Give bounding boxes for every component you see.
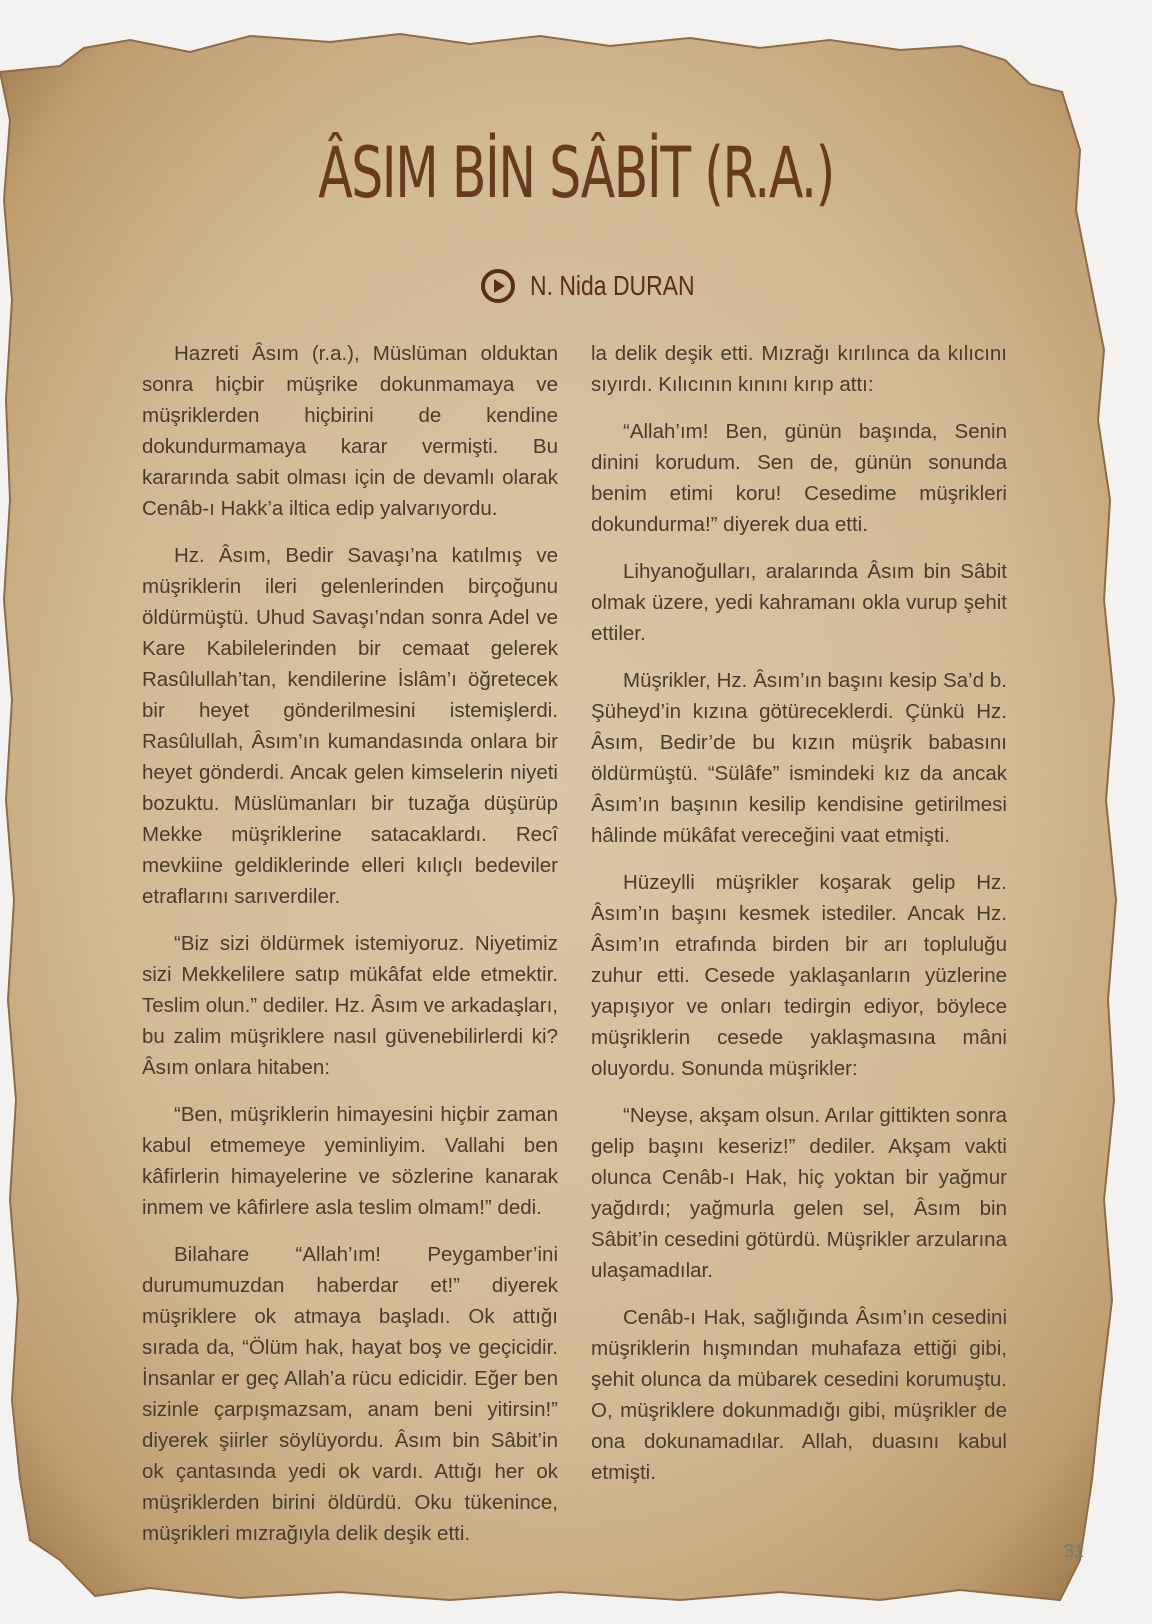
left-column: [142, 338, 558, 1565]
page-number: 31: [1064, 1541, 1085, 1561]
paragraph: Hüzeylli müşrikler koşarak gelip Hz. Âsım’ın başını kesmek istediler. Ancak Hz. Âsım’ın etrafında birden bir arı topluluğu zuhur etti. Cesede yaklaşanların yüzlerine yapışıyor ve onları tedirgin ediyor, böylece müşriklerin cesede yaklaşmasına mâni oluyordu. Sonunda müşrikler:: [591, 871, 1007, 1080]
article-title: ÂSIM BİN SÂBİT (R.A.): [318, 132, 834, 214]
paragraph: Lihyanoğulları, aralarında Âsım bin Sâbit olmak üzere, yedi kahramanı okla vurup şehit ettiler.: [591, 560, 1007, 645]
paragraph: Bilahare “Allah’ım! Peygamber’ini durumumuzdan haberdar et!” diyerek müşriklere ok atmaya başladı. Ok attığı sırada da, “Ölüm hak, hayat boş ve geçicidir. İnsanlar er geç Allah’a rücu edicidir. Eğer ben sizinle çarpışmazsam, anam beni yitirsin!” diyerek şiirler söylüyordu. Âsım bin Sâbit’in ok çantasında yedi ok vardı. Attığı her ok müşriklerden birini öldürdü. Oku tükenince, müşrikleri mızrağıyla delik deşik etti.: [142, 1243, 558, 1545]
paragraph: la delik deşik etti. Mızrağı kırılınca da kılıcını sıyırdı. Kılıcının kınını kırıp attı:: [591, 342, 1007, 396]
paragraph: Hz. Âsım, Bedir Savaşı’na katılmış ve müşriklerin ileri gelenlerinden birçoğunu öldürmüştü. Uhud Savaşı’ndan sonra Adel ve Kare Kabilelerinden bir cemaat gelerek Rasûlullah’tan, kendilerine İslâm’ı öğretecek bir heyet gönderilmesini istemişlerdi. Rasûlullah, Âsım’ın kumandasında onlara bir heyet gönderdi. Ancak gelen kimselerin niyeti bozuktu. Müslümanları bir tuzağa düşürüp Mekke müşriklerine satacaklardı. Recî mevkiine geldiklerinde elleri kılıçlı bedeviler etraflarını sarıverdiler.: [142, 544, 558, 908]
paragraph: Hazreti Âsım (r.a.), Müslüman olduktan sonra hiçbir müşrike dokunmamaya ve müşriklerden hiçbirini de kendine dokundurmamaya karar vermişti. Bu kararında sabit olması için de devamlı olarak Cenâb-ı Hakk’a iltica edip yalvarıyordu.: [142, 342, 558, 520]
play-circle-icon: [480, 268, 516, 304]
paragraph: Cenâb-ı Hak, sağlığında Âsım’ın cesedini müşriklerin hışmından muhafaza ettiği gibi, şehit olunca da mübarek cesedini korumuştu. O, müşriklere dokunmadığı gibi, müşrikler de ona dokunamadılar. Allah, duasını kabul etmişti.: [591, 1306, 1007, 1484]
paragraph: “Biz sizi öldürmek istemiyoruz. Niyetimiz sizi Mekkelilere satıp mükâfat elde etmektir. Teslim olun.” dediler. Hz. Âsım ve arkadaşları, bu zalim müşriklere nasıl güvenebilirlerdi ki? Âsım onlara hitaben:: [142, 932, 558, 1079]
author-name: N. Nida DURAN: [530, 270, 695, 301]
right-column: [591, 338, 1007, 1504]
paragraph: “Allah’ım! Ben, günün başında, Senin dinini korudum. Sen de, günün sonunda benim etimi koru! Cesedime müşrikleri dokundurma!” diyerek dua etti.: [591, 420, 1007, 536]
paragraph: “Ben, müşriklerin himayesini hiçbir zaman kabul etmemeye yeminliyim. Vallahi ben kâfirlerin himayelerine ve sözlerine kanarak inmem ve kâfirlere asla teslim olmam!” dedi.: [142, 1103, 558, 1219]
byline: [480, 268, 731, 304]
paragraph: Müşrikler, Hz. Âsım’ın başını kesip Sa’d b. Şüheyd’in kızına götüreceklerdi. Çünkü Hz. Âsım, Bedir’de bu kızın müşrik babasını öldürmüştü. “Sülâfe” ismindeki kız da ancak Âsım’ın başının kesilip kendisine getirilmesi hâlinde mükâfat vereceğini vaat etmişti.: [591, 669, 1007, 847]
paragraph: “Neyse, akşam olsun. Arılar gittikten sonra gelip başını keseriz!” dediler. Akşam vakti olunca Cenâb-ı Hak, hiç yoktan bir yağmur yağdırdı; yağmurla gelen sel, Âsım bin Sâbit’in cesedini götürdü. Müşrikler arzularına ulaşamadılar.: [591, 1104, 1007, 1282]
